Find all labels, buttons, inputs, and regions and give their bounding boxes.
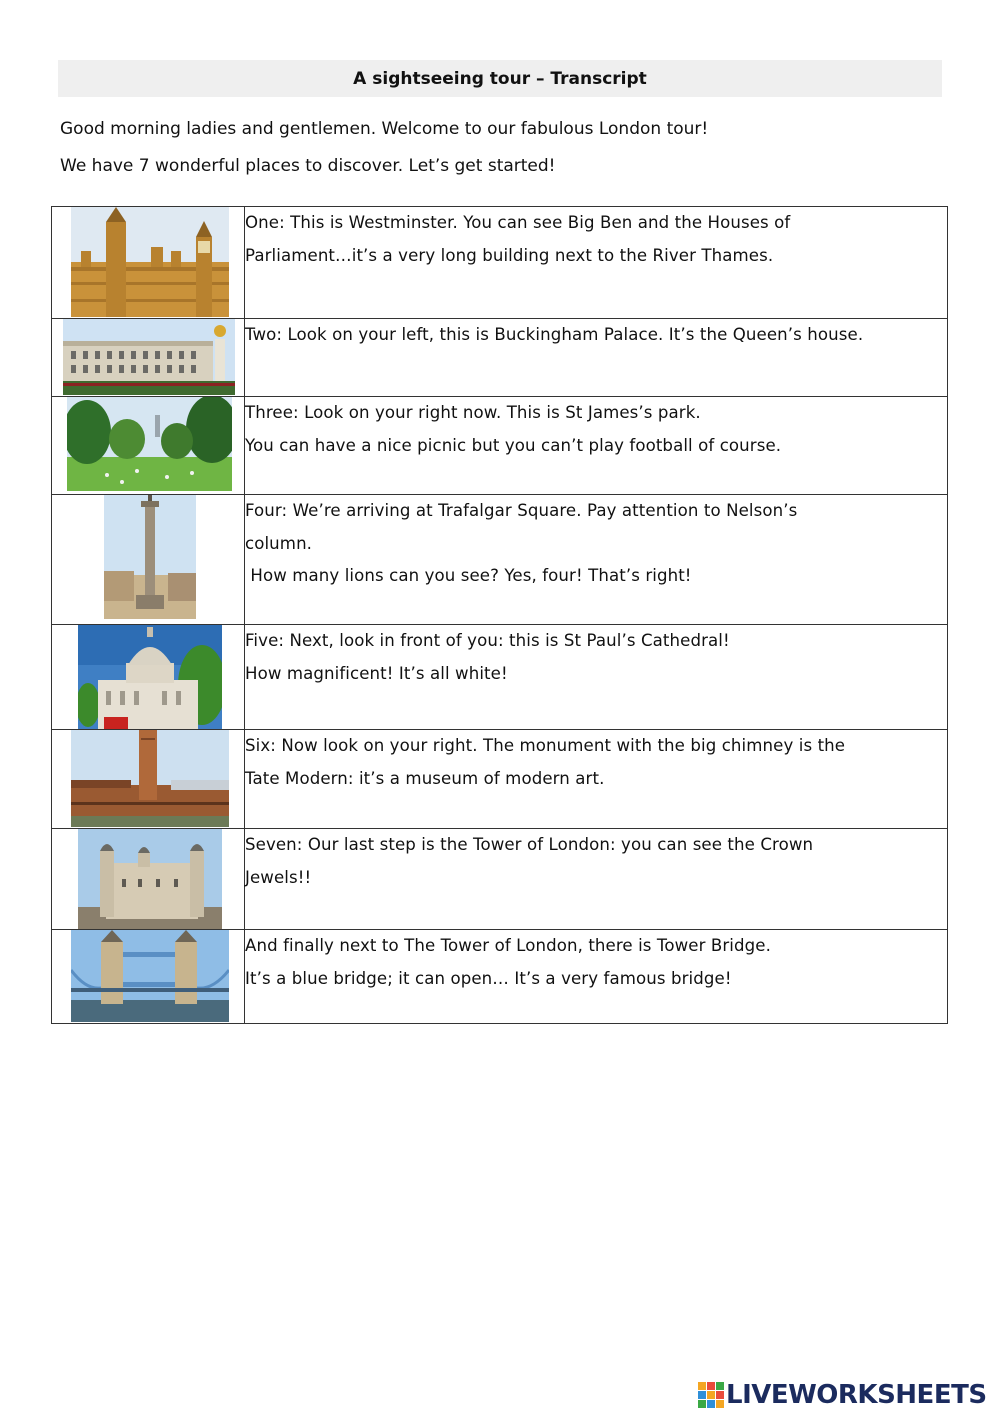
intro-line: We have 7 wonderful places to discover. Let’s get started! (60, 156, 556, 176)
text-line: Jewels!! (245, 867, 312, 887)
text-line: Parliament…it’s a very long building next to the River Thames. (245, 245, 774, 265)
table-row (52, 397, 948, 495)
tate-modern-photo (71, 730, 229, 827)
tower-bridge-photo (71, 930, 229, 1022)
row-text (245, 625, 948, 730)
buckingham-palace-photo (63, 319, 235, 395)
table-row (52, 730, 948, 829)
image-cell (52, 319, 245, 397)
text-line: Two: Look on your left, this is Buckingham Palace. It’s the Queen’s house. (245, 325, 864, 344)
text-line: How magnificent! It’s all white! (245, 663, 508, 683)
text-line: How many lions can you see? Yes, four! That’s right! (245, 566, 692, 585)
text-line: And finally next to The Tower of London, there is Tower Bridge. (245, 936, 771, 955)
image-cell (52, 930, 245, 1024)
row-text (245, 495, 948, 625)
text-line: Five: Next, look in front of you: this is St Paul’s Cathedral! (245, 631, 730, 650)
tower-of-london-photo (78, 829, 222, 929)
image-cell (52, 730, 245, 829)
table-row (52, 829, 948, 930)
image-cell (52, 495, 245, 625)
row-text (245, 930, 948, 1024)
image-cell (52, 207, 245, 319)
st-pauls-cathedral-photo (78, 625, 222, 729)
liveworksheets-logo-icon (698, 1382, 724, 1408)
trafalgar-square-photo (104, 495, 196, 619)
text-line: Four: We’re arriving at Trafalgar Square. Pay attention to Nelson’s (245, 501, 798, 520)
table-row (52, 207, 948, 319)
text-line: You can have a nice picnic but you can’t play football of course. (245, 435, 782, 455)
text-line: Three: Look on your right now. This is St James’s park. (245, 403, 701, 422)
table-row (52, 495, 948, 625)
text-line: Tate Modern: it’s a museum of modern art. (245, 768, 605, 788)
table-row (52, 319, 948, 397)
text-line: column. (245, 533, 313, 553)
row-text (245, 319, 948, 397)
westminster-photo (71, 207, 229, 317)
row-text (245, 207, 948, 319)
intro-line: Good morning ladies and gentlemen. Welcome to our fabulous London tour! (60, 119, 709, 139)
image-cell (52, 397, 245, 495)
tour-table (51, 206, 948, 1024)
row-text (245, 730, 948, 829)
text-line: One: This is Westminster. You can see Big Ben and the Houses of (245, 213, 791, 232)
table-row (52, 930, 948, 1024)
page-title-bar (58, 60, 942, 97)
image-cell (52, 829, 245, 930)
text-line: Seven: Our last step is the Tower of London: you can see the Crown (245, 835, 814, 854)
row-text (245, 397, 948, 495)
liveworksheets-logo (698, 1378, 987, 1412)
row-text (245, 829, 948, 930)
text-line: Six: Now look on your right. The monument with the big chimney is the (245, 736, 846, 755)
liveworksheets-logo-text: LIVEWORKSHEETS (726, 1380, 987, 1410)
page-title: A sightseeing tour – Transcript (353, 68, 647, 89)
image-cell (52, 625, 245, 730)
table-row (52, 625, 948, 730)
text-line: It’s a blue bridge; it can open… It’s a very famous bridge! (245, 968, 732, 988)
st-james-park-photo (67, 397, 232, 491)
